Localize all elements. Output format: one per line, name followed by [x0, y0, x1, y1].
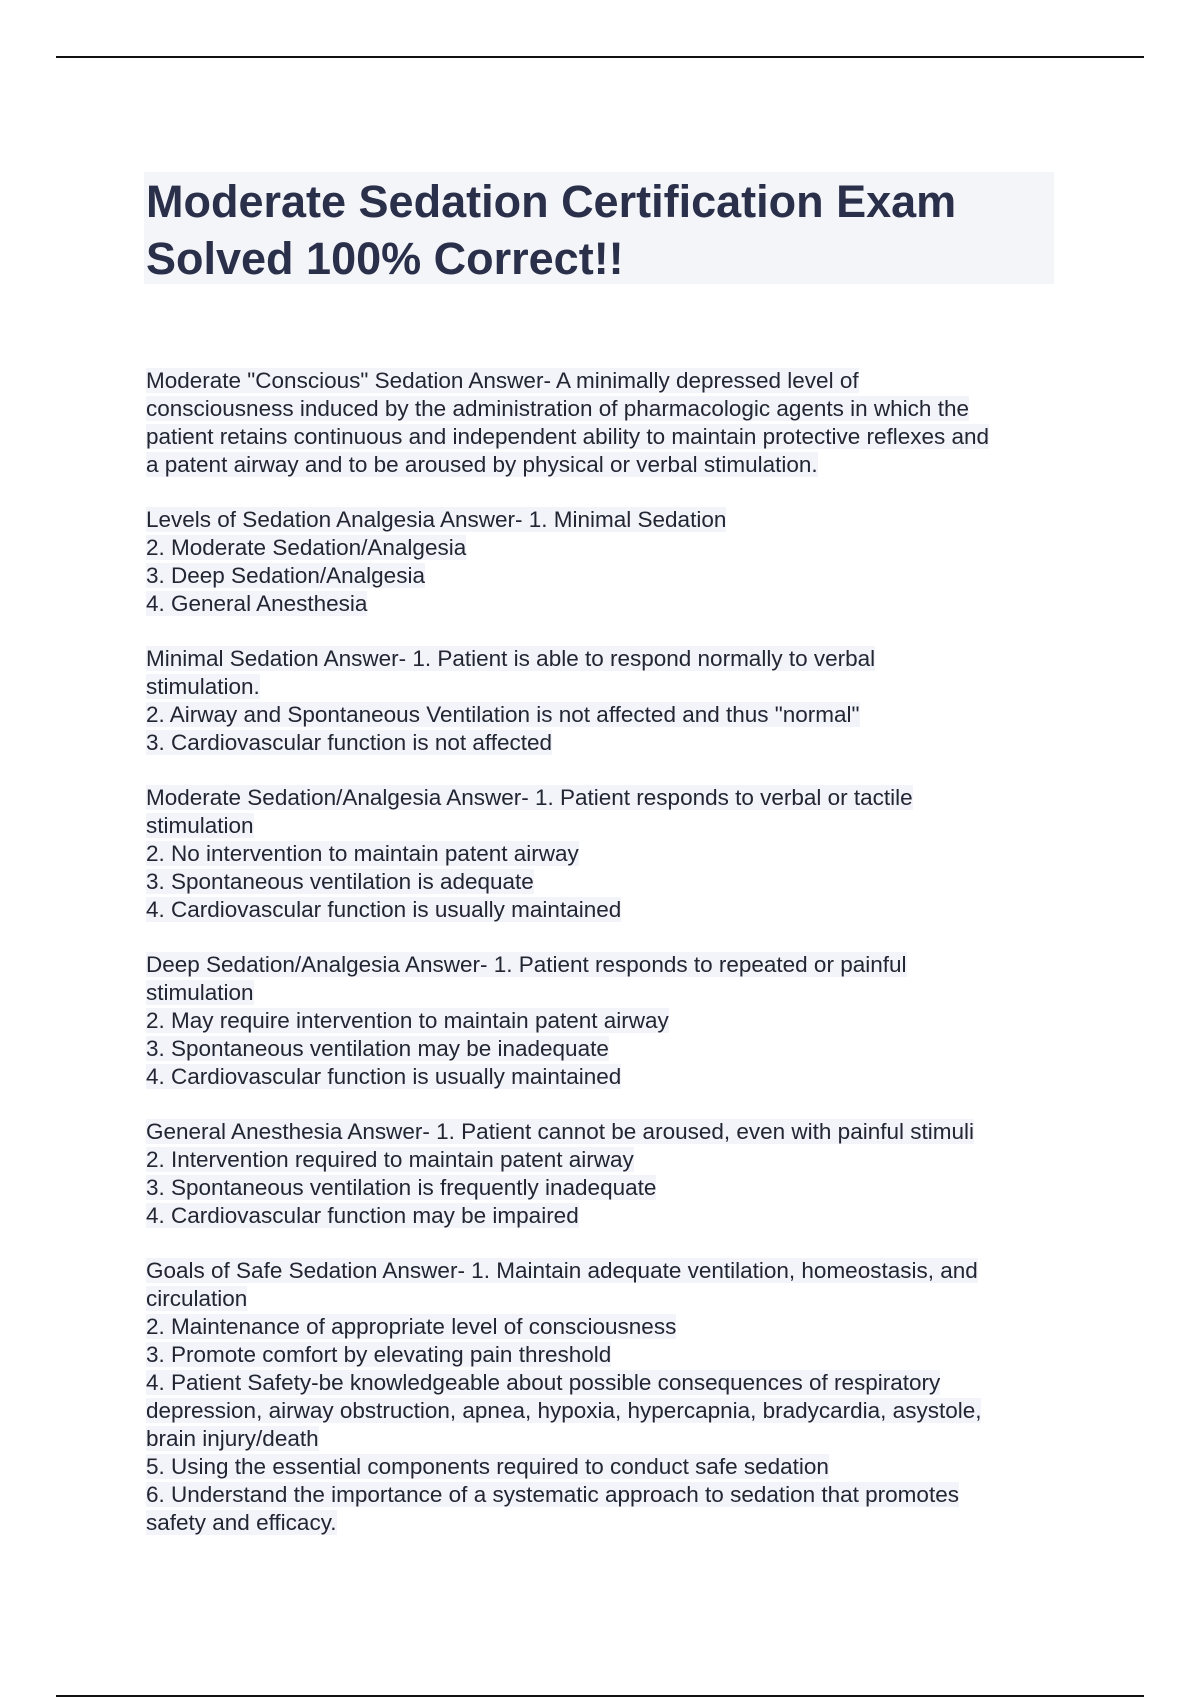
title-line-2: Solved 100% Correct!! — [146, 233, 624, 284]
qa-entry — [146, 784, 1076, 924]
qa-line — [146, 784, 1076, 812]
qa-line-text: 3. Spontaneous ventilation is frequently inadequate — [146, 1175, 657, 1200]
qa-line — [146, 1174, 1076, 1202]
qa-line-text: Minimal Sedation Answer- 1. Patient is able to respond normally to verbal — [146, 646, 876, 671]
qa-line — [146, 590, 1076, 618]
qa-line — [146, 1481, 1076, 1509]
qa-line — [146, 1063, 1076, 1091]
qa-line — [146, 423, 1076, 451]
qa-line-text: 2. Maintenance of appropriate level of consciousness — [146, 1314, 677, 1339]
qa-line — [146, 1369, 1076, 1397]
qa-line-text: 4. General Anesthesia — [146, 591, 368, 616]
qa-entry — [146, 1257, 1076, 1537]
qa-line — [146, 367, 1076, 395]
qa-line — [146, 562, 1076, 590]
qa-line-text: depression, airway obstruction, apnea, hypoxia, hypercapnia, bradycardia, asystole, — [146, 1398, 982, 1423]
qa-line-text: Deep Sedation/Analgesia Answer- 1. Patient responds to repeated or painful — [146, 952, 907, 977]
qa-line — [146, 896, 1076, 924]
qa-entry — [146, 506, 1076, 618]
document-title — [146, 173, 956, 287]
qa-line-text: patient retains continuous and independent ability to maintain protective reflexes and — [146, 424, 990, 449]
qa-line-text: circulation — [146, 1286, 248, 1311]
qa-line-text: 4. Cardiovascular function may be impaired — [146, 1203, 579, 1228]
qa-line-text: stimulation. — [146, 674, 260, 699]
qa-line — [146, 951, 1076, 979]
qa-line-text: 2. Moderate Sedation/Analgesia — [146, 535, 467, 560]
qa-line — [146, 1313, 1076, 1341]
qa-line — [146, 1257, 1076, 1285]
qa-line — [146, 729, 1076, 757]
qa-line-text: 3. Spontaneous ventilation may be inadequate — [146, 1036, 609, 1061]
qa-line-text: 6. Understand the importance of a systematic approach to sedation that promotes — [146, 1482, 959, 1507]
qa-line — [146, 534, 1076, 562]
qa-line-text: consciousness induced by the administration of pharmacologic agents in which the — [146, 396, 969, 421]
qa-line-text: 2. Intervention required to maintain patent airway — [146, 1147, 634, 1172]
qa-line — [146, 1146, 1076, 1174]
qa-line — [146, 1453, 1076, 1481]
qa-line — [146, 979, 1076, 1007]
title-line-1: Moderate Sedation Certification Exam — [146, 176, 957, 227]
qa-entry — [146, 645, 1076, 757]
qa-line-text: 3. Spontaneous ventilation is adequate — [146, 869, 534, 894]
qa-line — [146, 673, 1076, 701]
qa-line — [146, 1397, 1076, 1425]
qa-line — [146, 868, 1076, 896]
qa-line-text: Moderate Sedation/Analgesia Answer- 1. Patient responds to verbal or tactile — [146, 785, 913, 810]
qa-line-text: stimulation — [146, 980, 254, 1005]
qa-line — [146, 840, 1076, 868]
qa-line-text: brain injury/death — [146, 1426, 319, 1451]
qa-line — [146, 701, 1076, 729]
qa-line — [146, 1035, 1076, 1063]
qa-line-text: 2. Airway and Spontaneous Ventilation is not affected and thus "normal" — [146, 702, 860, 727]
qa-line — [146, 395, 1076, 423]
qa-entry — [146, 951, 1076, 1091]
qa-line-text: General Anesthesia Answer- 1. Patient cannot be aroused, even with painful stimuli — [146, 1119, 974, 1144]
qa-line-text: 2. No intervention to maintain patent airway — [146, 841, 579, 866]
qa-line-text: 5. Using the essential components required to conduct safe sedation — [146, 1454, 829, 1479]
qa-line-text: Goals of Safe Sedation Answer- 1. Maintain adequate ventilation, homeostasis, and — [146, 1258, 978, 1283]
qa-line-text: 3. Deep Sedation/Analgesia — [146, 563, 425, 588]
document-body — [146, 367, 1076, 1564]
top-rule — [56, 56, 1144, 58]
qa-line-text: Levels of Sedation Analgesia Answer- 1. Minimal Sedation — [146, 507, 727, 532]
qa-line — [146, 1202, 1076, 1230]
qa-entry — [146, 1118, 1076, 1230]
qa-line — [146, 812, 1076, 840]
qa-line — [146, 1285, 1076, 1313]
qa-line — [146, 1118, 1076, 1146]
bottom-rule — [56, 1695, 1144, 1697]
qa-line-text: 3. Cardiovascular function is not affected — [146, 730, 553, 755]
qa-line — [146, 1007, 1076, 1035]
qa-line — [146, 1509, 1076, 1537]
qa-entry — [146, 367, 1076, 479]
qa-line — [146, 506, 1076, 534]
qa-line-text: 4. Cardiovascular function is usually maintained — [146, 897, 622, 922]
qa-line-text: a patent airway and to be aroused by physical or verbal stimulation. — [146, 452, 818, 477]
qa-line-text: stimulation — [146, 813, 254, 838]
qa-line-text: 2. May require intervention to maintain patent airway — [146, 1008, 669, 1033]
qa-line-text: 4. Patient Safety-be knowledgeable about possible consequences of respiratory — [146, 1370, 941, 1395]
qa-line-text: 3. Promote comfort by elevating pain threshold — [146, 1342, 612, 1367]
qa-line — [146, 1425, 1076, 1453]
qa-line — [146, 645, 1076, 673]
qa-line — [146, 451, 1076, 479]
qa-line-text: 4. Cardiovascular function is usually maintained — [146, 1064, 622, 1089]
qa-line-text: safety and efficacy. — [146, 1510, 337, 1535]
qa-line — [146, 1341, 1076, 1369]
qa-line-text: Moderate "Conscious" Sedation Answer- A minimally depressed level of — [146, 368, 859, 393]
